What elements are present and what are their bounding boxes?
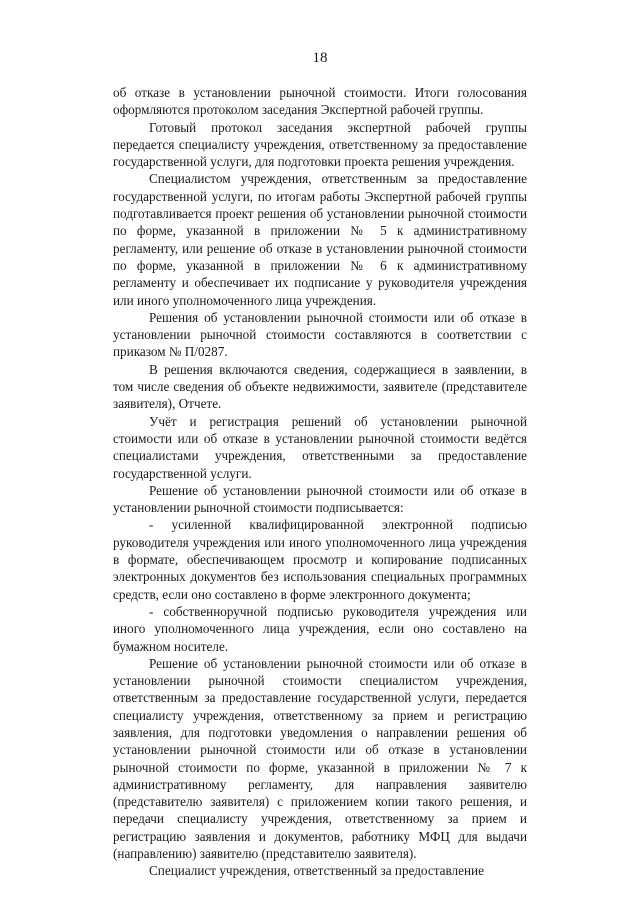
page-number: 18: [312, 50, 328, 66]
paragraph-handwritten-signature: - собственноручной подписью руководителя учреждения или иного уполномоченного лица учреждения, если оно составлено на бумажном носителе.: [113, 603, 527, 654]
paragraph-decision-contents: В решения включаются сведения, содержащиеся в заявлении, в том числе сведения об объекте недвижимости, заявителе (представителе заявителя), Отчете.: [113, 361, 527, 412]
paragraph-voting-result: об отказе в установлении рыночной стоимости. Итоги голосования оформляются протоколом заседания Экспертной рабочей группы.: [113, 85, 527, 118]
paragraph-notification: Решение об установлении рыночной стоимости или об отказе в установлении рыночной стоимости специалистом учреждения, ответственным за предоставление государственной услуги, передается специалисту учреждения, ответственному за прием и регистрацию заявления, для подготовки уведомления о направлении решения об установлении рыночной стоимости или об отказе в установлении рыночной стоимости по форме, указанной в приложении № 7 к административному регламенту, для направления заявителю (представителю заявителя) с приложением копии такого решения, и передачи специалисту учреждения, ответственному за прием и регистрацию заявления и документов, работнику МФЦ для выдачи (направлению) заявителю (представителю заявителя).: [113, 655, 527, 862]
paragraph-registration: Учёт и регистрация решений об установлении рыночной стоимости или об отказе в установлении рыночной стоимости ведётся специалистами учреждения, ответственными за предоставление государственной услуги.: [113, 413, 527, 481]
paragraph-decision-order: Решения об установлении рыночной стоимости или об отказе в установлении рыночной стоимости составляются в соответствии с приказом № П/0287.: [113, 309, 527, 360]
paragraph-specialist-continued: Специалист учреждения, ответственный за предоставление: [149, 863, 484, 879]
paragraph-protocol-transfer: Готовый протокол заседания экспертной рабочей группы передается специалисту учреждения, ответственному за предоставление государственной услуги, для подготовки проекта решения учреждения.: [113, 119, 527, 170]
body-text: [113, 84, 527, 880]
paragraph-electronic-signature: - усиленной квалифицированной электронной подписью руководителя учреждения или иного уполномоченного лица учреждения в формате, обеспечивающем просмотр и копирование подписанных электронных документов без использования специальных программных средств, если оно составлено в форме электронного документа;: [113, 517, 527, 602]
paragraph-signing-intro: Решение об установлении рыночной стоимости или об отказе в установлении рыночной стоимости подписывается:: [113, 482, 527, 516]
paragraph-draft-decision: Специалистом учреждения, ответственным за предоставление государственной услуги, по итогам работы Экспертной рабочей группы подготавливается проект решения об установлении рыночной стоимости по форме, указанной в приложении № 5 к административному регламенту, или решение об отказе в установлении рыночной стоимости по форме, указанной в приложении № 6 к административному регламенту и обеспечивает их подписание у руководителя учреждения или иного уполномоченного лица учреждения.: [113, 171, 527, 308]
